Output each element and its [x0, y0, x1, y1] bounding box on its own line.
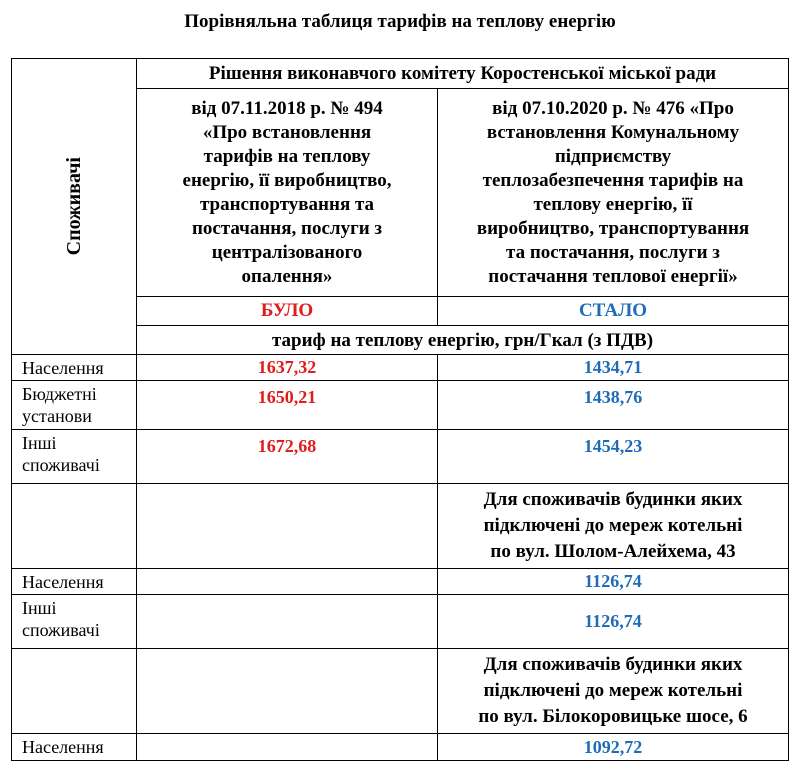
page-title: Порівняльна таблиця тарифів на теплову енергію — [184, 11, 616, 32]
consumers-header: Споживачі — [62, 157, 85, 256]
consumer-cell: Бюджетні установи — [11, 380, 137, 430]
new-tariff-value: 1438,76 — [437, 380, 789, 430]
new-decision-line: постачання теплової енергії» — [488, 265, 738, 287]
empty-cell — [136, 648, 438, 734]
empty-cell — [136, 733, 438, 761]
consumer-cell: Населення — [11, 568, 137, 595]
old-decision-line: енергію, її виробництво, — [182, 169, 392, 191]
new-decision-line: та постачання, послуги з — [506, 241, 720, 263]
old-decision-line: від 07.11.2018 р. № 494 — [191, 97, 383, 119]
consumer-cell: Населення — [11, 733, 137, 761]
consumer-cell: Населення — [11, 354, 137, 381]
consumers-header-cell — [11, 58, 137, 355]
new-decision-line: теплозабезпечення тарифів на — [482, 169, 744, 191]
new-decision-line: виробництво, транспортування — [476, 217, 750, 239]
old-decision-cell — [136, 88, 438, 297]
became-label: СТАЛО — [437, 296, 789, 326]
empty-cell — [136, 568, 438, 595]
new-decision-line: встановлення Комунальному — [486, 121, 740, 143]
new-tariff-value: 1126,74 — [437, 594, 789, 649]
new-tariff-value: 1454,23 — [437, 429, 789, 484]
old-decision-line: постачання, послуги з — [191, 217, 383, 239]
was-label: БУЛО — [136, 296, 438, 326]
old-tariff-value: 1672,68 — [136, 429, 438, 484]
old-decision-line: «Про встановлення — [202, 121, 372, 143]
old-decision-line: тарифів на теплову — [203, 145, 371, 167]
section2-note: Для споживачів будинки яких підключені до мереж котельні по вул. Білокоровицьке шосе, 6 — [437, 648, 789, 734]
empty-cell — [11, 648, 137, 734]
old-decision-line: централізованого — [211, 241, 363, 263]
old-decision-line: опалення» — [241, 265, 333, 287]
new-tariff-value: 1126,74 — [437, 568, 789, 595]
section1-note: Для споживачів будинки яких підключені до мереж котельні по вул. Шолом-Алейхема, 43 — [437, 483, 789, 569]
old-tariff-value: 1637,32 — [136, 354, 438, 381]
new-decision-cell — [437, 88, 789, 297]
empty-cell — [11, 483, 137, 569]
new-decision-line: підприємству — [554, 145, 672, 167]
tariff-label: тариф на теплову енергію, грн/Гкал (з ПДВ) — [136, 325, 789, 355]
consumer-cell: Інші споживачі — [11, 429, 137, 484]
new-decision-line: теплову енергію, її — [533, 193, 693, 215]
new-decision-line: від 07.10.2020 р. № 476 «Про — [492, 97, 734, 119]
old-tariff-value: 1650,21 — [136, 380, 438, 430]
tariff-table — [11, 58, 789, 761]
old-decision-line: транспортування та — [199, 193, 375, 215]
new-tariff-value: 1092,72 — [437, 733, 789, 761]
empty-cell — [136, 483, 438, 569]
new-tariff-value: 1434,71 — [437, 354, 789, 381]
decision-header: Рішення виконавчого комітету Коростенської міської ради — [136, 58, 789, 89]
empty-cell — [136, 594, 438, 649]
consumer-cell: Інші споживачі — [11, 594, 137, 649]
